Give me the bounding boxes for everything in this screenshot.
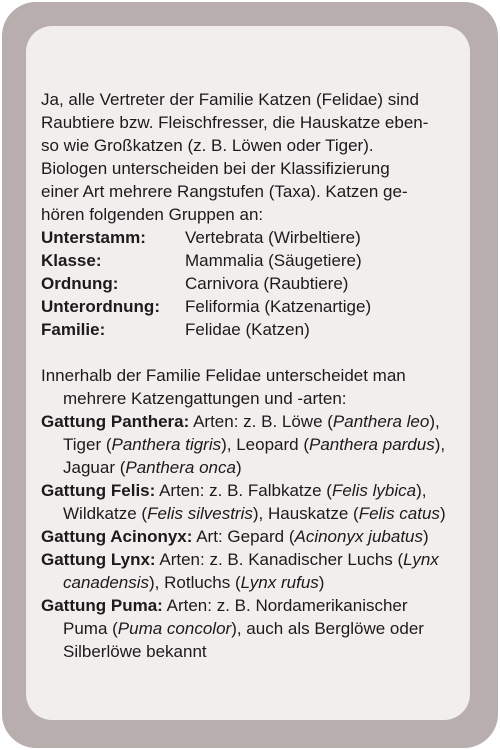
genus-name: Gattung Felis: bbox=[41, 481, 156, 500]
genus-text: ), bbox=[434, 435, 446, 454]
paragraph-spacer bbox=[41, 341, 461, 364]
genus-puma bbox=[41, 594, 461, 663]
genus-lynx bbox=[41, 548, 461, 594]
genus-text: Wildkatze ( bbox=[63, 504, 148, 523]
species-name: Lynx rufus bbox=[240, 573, 319, 592]
genus-text: ) bbox=[439, 504, 446, 523]
genus-text: Arten: z. B. Nordamerikanischer bbox=[162, 596, 408, 615]
genus-text: ), Leopard ( bbox=[221, 435, 310, 454]
species-name: Acinonyx jubatus bbox=[294, 527, 424, 546]
genus-text: Arten: z. B. Löwe ( bbox=[189, 412, 333, 431]
genus-felis bbox=[41, 479, 461, 525]
intro-line: hören folgenden Gruppen an: bbox=[41, 205, 264, 224]
genera-intro-line: mehrere Katzengattungen und -arten: bbox=[63, 389, 347, 408]
rank-label: Unterordnung: bbox=[41, 297, 160, 316]
genus-name: Gattung Lynx: bbox=[41, 550, 156, 569]
genus-text: Arten: z. B. Falbkatze ( bbox=[155, 481, 332, 500]
species-name: Puma concolor bbox=[117, 619, 232, 638]
species-name: Panthera pardus bbox=[309, 435, 435, 454]
genus-text: ), bbox=[416, 481, 427, 500]
genus-text: Tiger ( bbox=[63, 435, 112, 454]
genus-name: Gattung Puma: bbox=[41, 596, 163, 615]
species-name: Panthera leo bbox=[332, 412, 430, 431]
genus-text: Jaguar ( bbox=[63, 458, 126, 477]
intro-line: einer Art mehrere Rangstufen (Taxa). Katzen ge- bbox=[41, 182, 408, 201]
genus-acinonyx bbox=[41, 525, 461, 548]
genus-text: Arten: z. B. Kanadischer Luchs ( bbox=[155, 550, 404, 569]
intro-line: so wie Großkatzen (z. B. Löwen oder Tiger). bbox=[41, 136, 374, 155]
genus-text: ), bbox=[429, 412, 440, 431]
species-name: Panthera onca bbox=[125, 458, 236, 477]
genus-text: ) bbox=[235, 458, 242, 477]
classification-table bbox=[41, 226, 461, 341]
species-name: Felis lybica bbox=[331, 481, 417, 500]
rank-value: Felidae (Katzen) bbox=[185, 320, 310, 339]
species-name: Lynx bbox=[403, 550, 439, 569]
rank-value: Feliformia (Katzenartige) bbox=[185, 297, 372, 316]
species-name: Panthera tigris bbox=[111, 435, 222, 454]
rank-label: Familie: bbox=[41, 320, 106, 339]
genus-text: ), Hauskatze ( bbox=[252, 504, 359, 523]
genera-intro-line: Innerhalb der Familie Felidae unterscheidet man bbox=[41, 366, 406, 385]
genus-text: ) bbox=[318, 573, 325, 592]
genus-text: Art: Gepard ( bbox=[192, 527, 295, 546]
genus-name: Gattung Acinonyx: bbox=[41, 527, 193, 546]
genus-name: Gattung Panthera: bbox=[41, 412, 190, 431]
genus-text: ), Rotluchs ( bbox=[149, 573, 241, 592]
card-text bbox=[41, 88, 461, 663]
rank-label: Ordnung: bbox=[41, 274, 119, 293]
intro-line: Biologen unterscheiden bei der Klassifizierung bbox=[41, 159, 390, 178]
genera-intro bbox=[41, 364, 461, 410]
genus-text: ), auch als Berglöwe oder bbox=[231, 619, 424, 638]
species-name: Felis silvestris bbox=[147, 504, 253, 523]
rank-value: Mammalia (Säugetiere) bbox=[185, 251, 362, 270]
rank-label: Unterstamm: bbox=[41, 228, 146, 247]
genus-text: Silberlöwe bekannt bbox=[63, 642, 207, 661]
genus-panthera bbox=[41, 410, 461, 479]
species-name: canadensis bbox=[63, 573, 150, 592]
genus-text: Puma ( bbox=[63, 619, 118, 638]
intro-line: Raubtiere bzw. Fleischfresser, die Hauskatze eben- bbox=[41, 113, 429, 132]
species-name: Felis catus bbox=[358, 504, 440, 523]
rank-value: Vertebrata (Wirbeltiere) bbox=[185, 228, 361, 247]
rank-label: Klasse: bbox=[41, 251, 102, 270]
intro-paragraph bbox=[41, 88, 457, 226]
rank-value: Carnivora (Raubtiere) bbox=[185, 274, 349, 293]
genus-text: ) bbox=[423, 527, 429, 546]
intro-line: Ja, alle Vertreter der Familie Katzen (Felidae) sind bbox=[41, 90, 419, 109]
